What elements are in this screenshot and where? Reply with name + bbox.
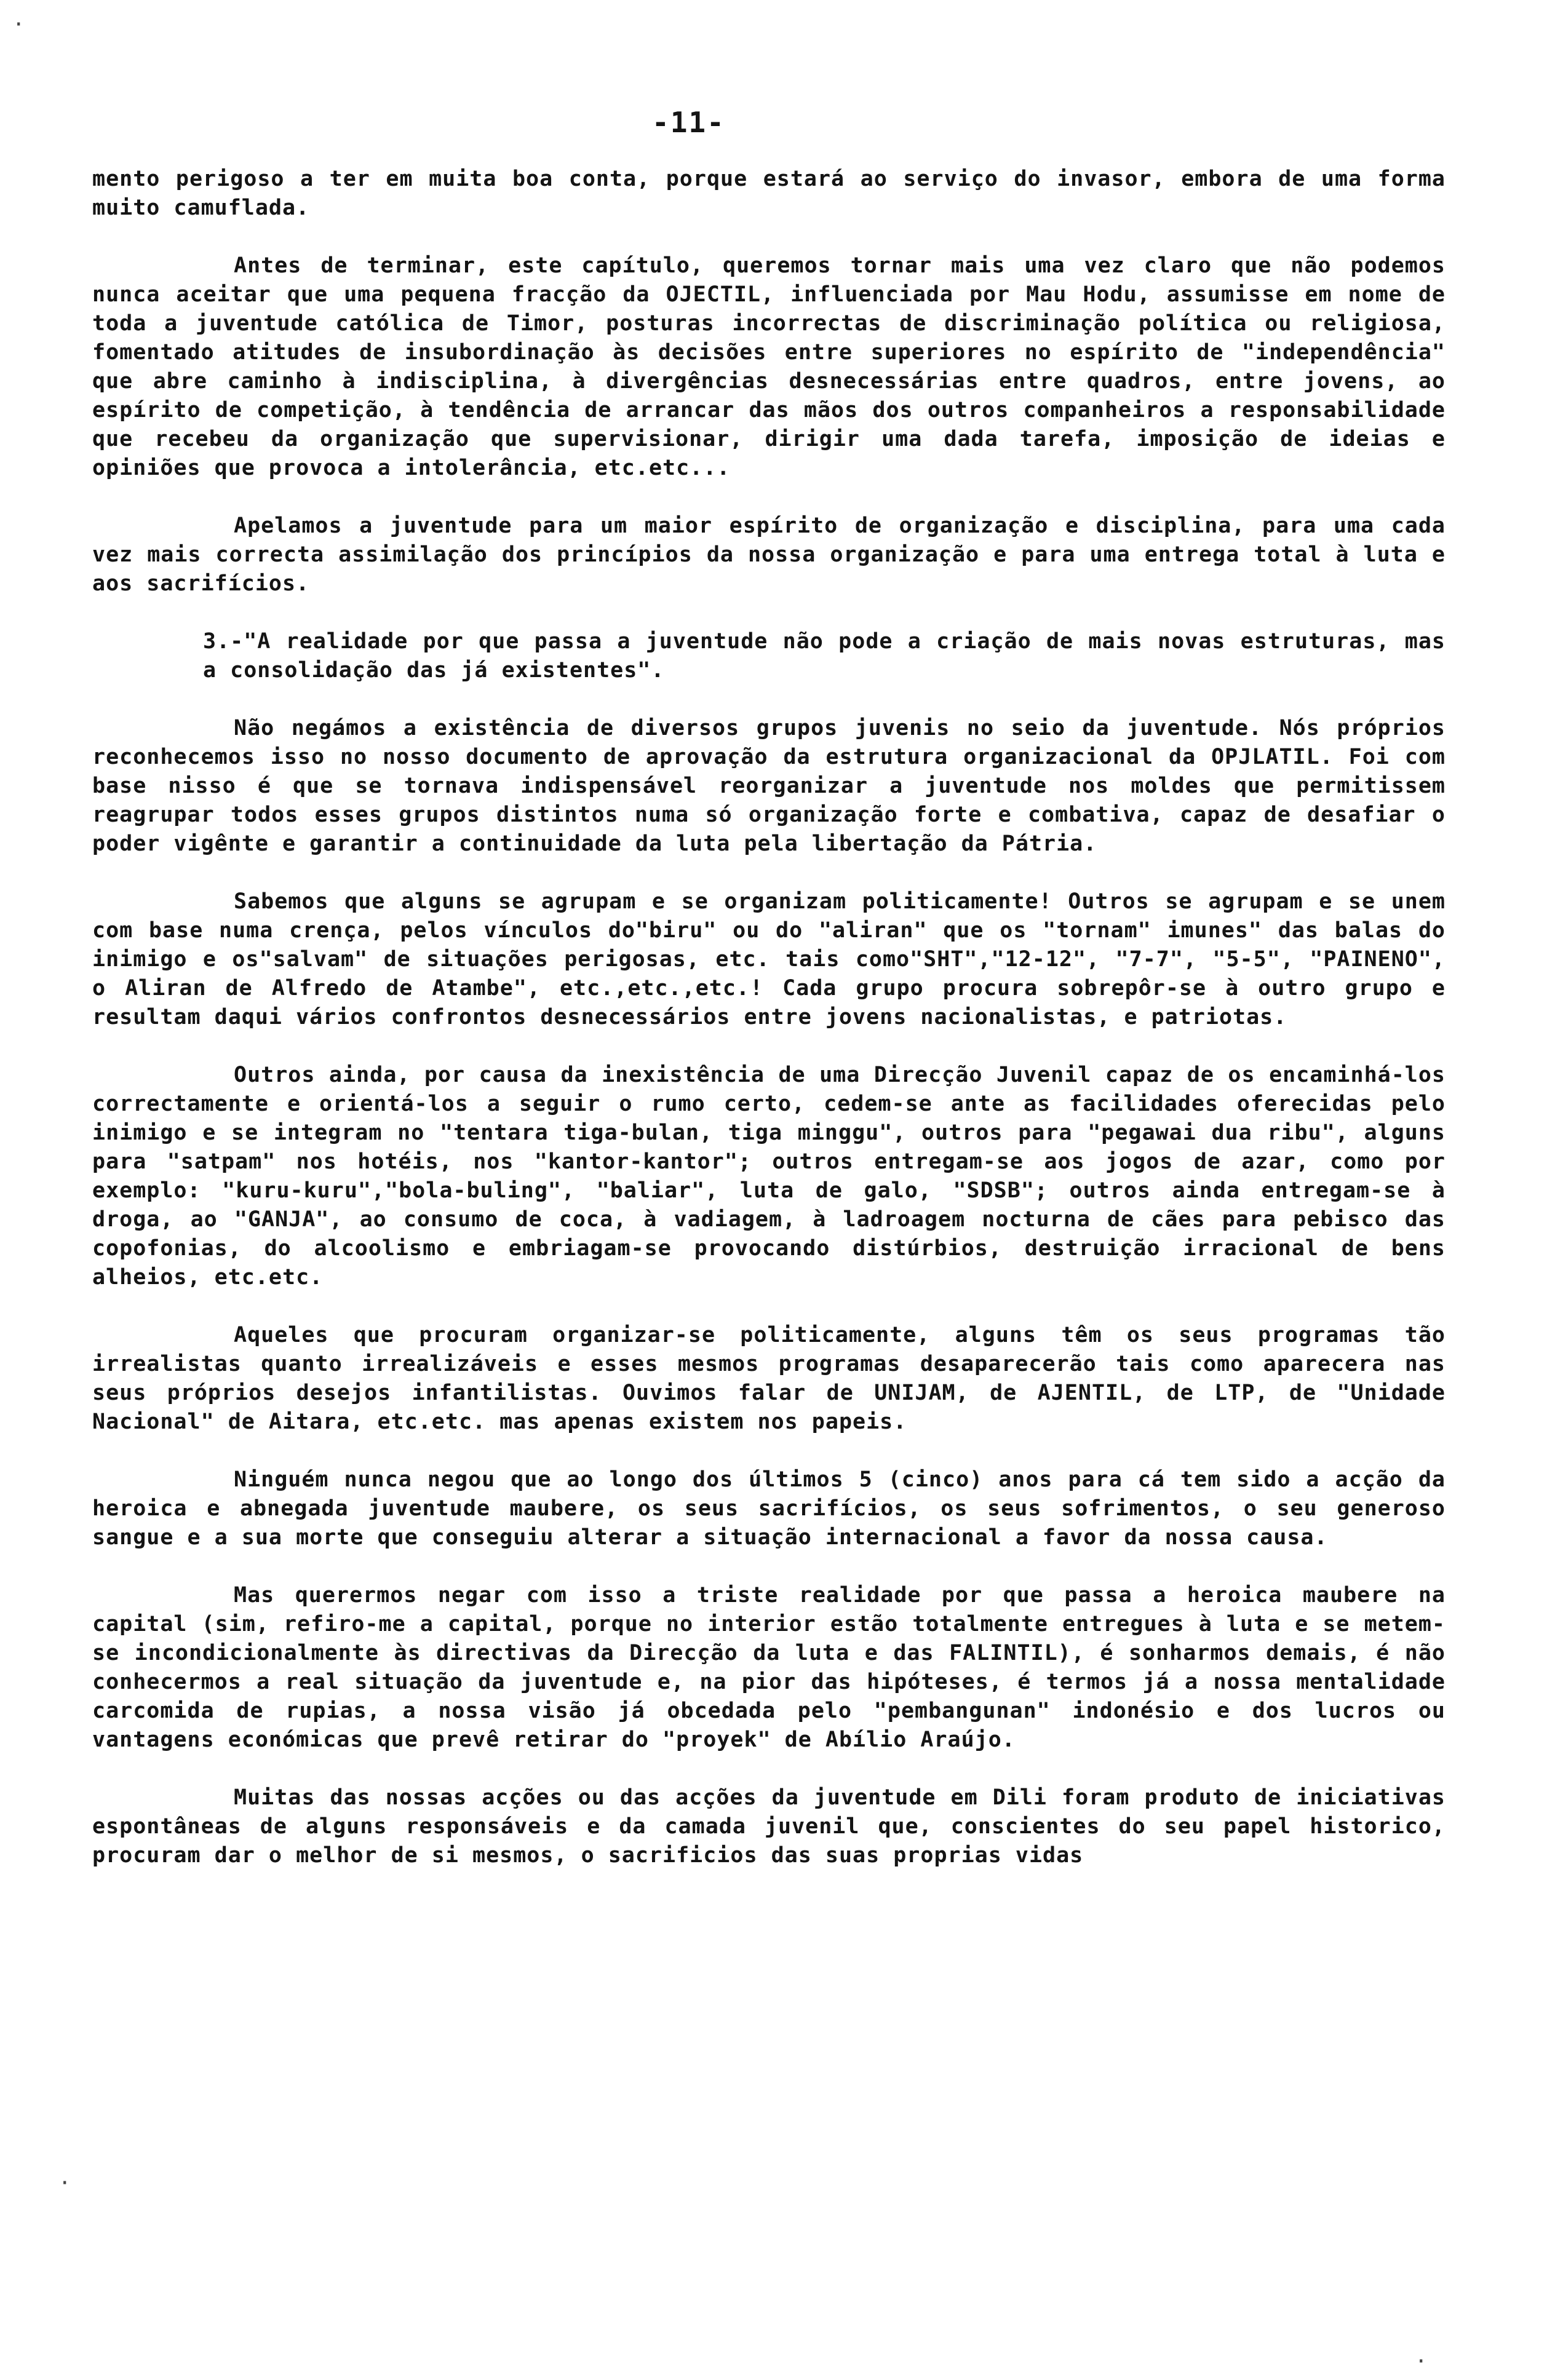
paragraph: Antes de terminar, este capítulo, queremos tornar mais uma vez claro que não podemos nunca aceitar que uma pequena fracção da OJECTIL, influenciada por Mau Hodu, assumisse em nome de toda a juventude católica de Timor, posturas incorrectas de discriminação política ou religiosa, fomentado atitudes de insubordinação às decisões entre superiores no espírito de "independência" que abre caminho à indisciplina, à divergências desnecessárias entre quadros, entre jovens, ao espírito de competição, à tendência de arrancar das mãos dos outros companheiros a responsabilidade que recebeu da organização que supervisionar, dirigir uma dada tarefa, imposição de ideias e opiniões que provoca a intolerância, etc.etc... bbox=[92, 253, 1446, 480]
paragraph: Ninguém nunca negou que ao longo dos últimos 5 (cinco) anos para cá tem sido a acção da heroica e abnegada juventude maubere, os seus sacrifícios, os seus sofrimentos, o seu generoso sangue e a sua morte que conseguiu alterar a situação internacional a favor da nossa causa. bbox=[92, 1467, 1446, 1550]
paragraph: Sabemos que alguns se agrupam e se organizam politicamente! Outros se agrupam e se unem com base numa crença, pelos vínculos do"biru" ou do "aliran" que os "tornam" imunes" das balas do inimigo e os"salvam" de situações perigosas, etc. tais como"SHT","12-12", "7-7", "5-5", "PAINENO", o Aliran de Alfredo de Atambe", etc.,etc.,etc.! Cada grupo procura sobrepôr-se à outro grupo e resultam daqui vários confrontos desnecessários entre jovens nacionalistas, e patriotas. bbox=[92, 889, 1446, 1029]
scan-speck: · bbox=[58, 2171, 71, 2196]
paragraph: Apelamos a juventude para um maior espírito de organização e disciplina, para uma cada vez mais correcta assimilação dos princípios da nossa organização e para uma entrega total à luta e aos sacrifícios. bbox=[92, 514, 1446, 596]
paragraph: Não negámos a existência de diversos grupos juvenis no seio da juventude. Nós próprios reconhecemos isso no nosso documento de aprovação da estrutura organizacional da OPJLATIL. Foi com base nisso é que se tornava indispensável reorganizar a juventude nos moldes que permitissem reagrupar todos esses grupos distintos numa só organização forte e combativa, capaz de desafiar o poder vigênte e garantir a continuidade da luta pela libertação da Pátria. bbox=[92, 716, 1446, 856]
paragraph: Aqueles que procuram organizar-se politicamente, alguns têm os seus programas tão irrealistas quanto irrealizáveis e esses mesmos programas desaparecerão tais como aparecera nas seus próprios desejos infantilistas. Ouvimos falar de UNIJAM, de AJENTIL, de LTP, de "Unidade Nacional" de Aitara, etc.etc. mas apenas existem nos papeis. bbox=[92, 1323, 1446, 1434]
paragraph: Outros ainda, por causa da inexistência de uma Direcção Juvenil capaz de os encaminhá-los correctamente e orientá-los a seguir o rumo certo, cedem-se ante as facilidades oferecidas pelo inimigo e se integram no "tentara tiga-bulan, tiga minggu", outros para "pegawai dua ribu", alguns para "satpam" nos hotéis, nos "kantor-kantor"; outros entregam-se aos jogos de azar, como por exemplo: "kuru-kuru","bola-buling", "baliar", luta de galo, "SDSB"; outros ainda entregam-se à droga, ao "GANJA", ao consumo de coca, à vadiagem, à ladroagem nocturna de cães para pebisco das copofonias, do alcoolismo e embriagam-se provocando distúrbios, destruição irracional de bens alheios, etc.etc. bbox=[92, 1063, 1446, 1290]
page-number: -11- bbox=[652, 106, 725, 139]
scan-speck: · bbox=[1415, 2349, 1428, 2374]
document-body bbox=[92, 165, 1446, 1899]
scan-speck: · bbox=[12, 12, 25, 37]
paragraph: mento perigoso a ter em muita boa conta, porque estará ao serviço do invasor, embora de uma forma muito camuflada. bbox=[92, 167, 1446, 220]
paragraph: Mas querermos negar com isso a triste realidade por que passa a heroica maubere na capital (sim, refiro-me a capital, porque no interior estão totalmente entregues à luta e se metem-se incondicionalmente às directivas da Direcção da luta e das FALINTIL), é sonharmos demais, é não conhecermos a real situação da juventude e, na pior das hipóteses, é termos já a nossa mentalidade carcomida de rupias, a nossa visão já obcedada pelo "pembangunan" indonésio e dos lucros ou vantagens económicas que prevê retirar do "proyek" de Abílio Araújo. bbox=[92, 1583, 1446, 1752]
numbered-heading: 3.-"A realidade por que passa a juventude não pode a criação de mais novas estruturas, mas a consolidação das já existentes". bbox=[203, 629, 1446, 683]
paragraph: Muitas das nossas acções ou das acções da juventude em Dili foram produto de iniciativas espontâneas de alguns responsáveis e da camada juvenil que, conscientes do seu papel historico, procuram dar o melhor de si mesmos, o sacrificios das suas proprias vidas bbox=[92, 1785, 1446, 1868]
